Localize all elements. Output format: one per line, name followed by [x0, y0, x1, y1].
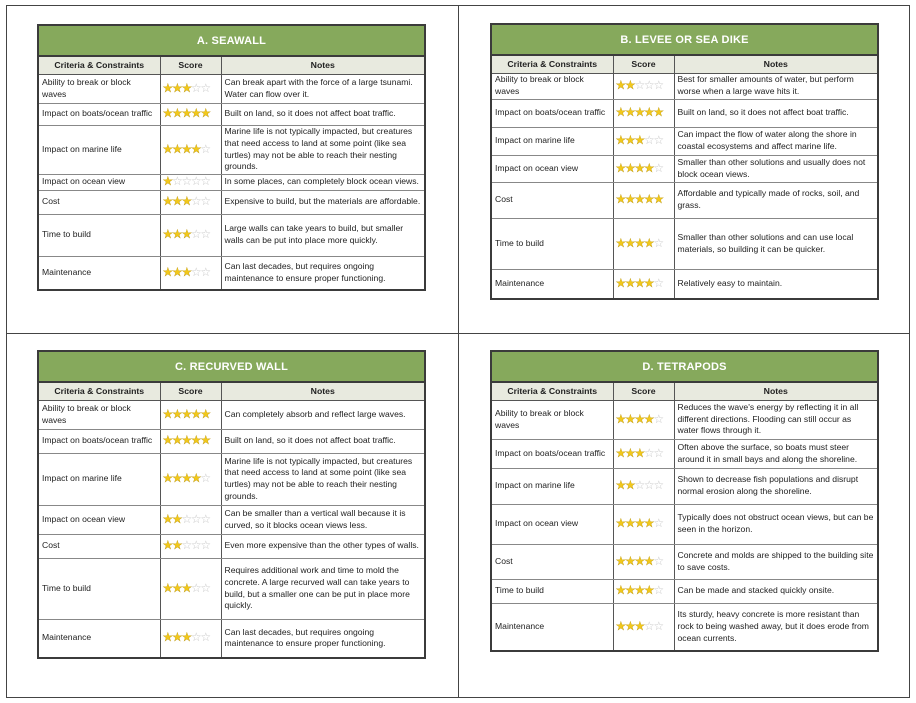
table-row [492, 579, 877, 603]
header-score: Score [613, 383, 674, 400]
star-filled-icon: ★ [624, 618, 635, 633]
notes-cell: Relatively easy to maintain. [677, 277, 783, 288]
notes-cell: Marine life is not typically impacted, but creatures that need access to land at some point (like sea turtles) may not be able to reach their nesting grounds. [221, 125, 424, 174]
criteria-cell: Cost [39, 534, 160, 558]
table-header-row [492, 56, 877, 73]
star-filled-icon: ★ [643, 553, 654, 568]
header-notes: Notes [674, 383, 877, 400]
star-filled-icon: ★ [171, 227, 182, 242]
star-filled-icon: ★ [171, 406, 182, 421]
notes-cell: Can last decades, but requires ongoing maintenance to ensure proper functioning. [224, 261, 386, 283]
table-row [39, 256, 424, 289]
notes-cell: Marine life is not typically impacted, but creatures that need access to land at some point (like sea turtles) may not be able to reach their nesting grounds. [221, 453, 424, 505]
star-filled-icon: ★ [190, 406, 201, 421]
star-empty-icon: ☆ [634, 78, 644, 93]
star-filled-icon: ★ [162, 80, 172, 95]
score-rating [160, 558, 221, 619]
score-rating [160, 190, 221, 214]
star-filled-icon: ★ [634, 553, 644, 568]
table-row [492, 468, 877, 504]
notes-cell: Typically does not obstruct ocean views, but can be seen in the horizon. [674, 504, 877, 544]
criteria-table [492, 56, 877, 298]
star-filled-icon: ★ [624, 133, 635, 148]
star-filled-icon: ★ [615, 411, 625, 426]
criteria-cell: Ability to break or block waves [492, 400, 613, 439]
star-empty-icon: ☆ [653, 235, 663, 250]
star-empty-icon: ☆ [643, 78, 654, 93]
score-rating [160, 103, 221, 125]
criteria-cell: Maintenance [39, 256, 160, 289]
notes-cell: Smaller than other solutions and usually does not block ocean views. [674, 155, 877, 182]
score-rating [160, 453, 221, 505]
panel-recurved-wall [37, 350, 426, 659]
table-row [39, 429, 424, 453]
star-filled-icon: ★ [181, 227, 191, 242]
table-header-row [39, 383, 424, 400]
table-row [39, 103, 424, 125]
table-row [39, 214, 424, 256]
star-filled-icon: ★ [615, 553, 625, 568]
star-filled-icon: ★ [615, 478, 625, 493]
star-empty-icon: ☆ [200, 538, 210, 553]
criteria-cell: Impact on boats/ocean traffic [39, 103, 160, 125]
table-row [492, 155, 877, 182]
table-row [492, 603, 877, 650]
criteria-table [492, 383, 877, 650]
star-empty-icon: ☆ [181, 511, 191, 526]
criteria-cell: Ability to break or block waves [39, 400, 160, 429]
star-empty-icon: ☆ [190, 174, 201, 189]
star-filled-icon: ★ [615, 133, 625, 148]
star-empty-icon: ☆ [653, 553, 663, 568]
criteria-cell: Impact on marine life [39, 453, 160, 505]
star-filled-icon: ★ [181, 406, 191, 421]
score-rating [160, 256, 221, 289]
star-filled-icon: ★ [162, 471, 172, 486]
star-filled-icon: ★ [171, 511, 182, 526]
star-filled-icon: ★ [171, 580, 182, 595]
notes-cell: Built on land, so it does not affect boat traffic. [221, 103, 424, 125]
notes-cell: Built on land, so it does not affect boat traffic. [221, 429, 424, 453]
star-filled-icon: ★ [200, 106, 210, 121]
star-empty-icon: ☆ [190, 580, 201, 595]
star-filled-icon: ★ [181, 194, 191, 209]
star-filled-icon: ★ [190, 471, 201, 486]
notes-cell: Built on land, so it does not affect boat traffic. [674, 99, 877, 127]
star-filled-icon: ★ [634, 133, 644, 148]
score-rating [160, 174, 221, 190]
star-empty-icon: ☆ [190, 227, 201, 242]
score-rating [613, 400, 674, 439]
vertical-divider [458, 5, 459, 698]
star-filled-icon: ★ [162, 538, 172, 553]
notes-cell: Best for smaller amounts of water, but perform worse when a large wave hits it. [674, 73, 877, 99]
score-rating [613, 127, 674, 155]
star-empty-icon: ☆ [190, 80, 201, 95]
star-filled-icon: ★ [615, 105, 625, 120]
star-filled-icon: ★ [624, 275, 635, 290]
panel-levee-sea-dike [490, 23, 879, 300]
table-row [39, 534, 424, 558]
score-rating [613, 504, 674, 544]
table-row [39, 400, 424, 429]
star-filled-icon: ★ [181, 141, 191, 156]
star-filled-icon: ★ [162, 406, 172, 421]
header-notes: Notes [221, 383, 424, 400]
table-row [39, 453, 424, 505]
star-filled-icon: ★ [624, 411, 635, 426]
star-filled-icon: ★ [624, 235, 635, 250]
header-criteria: Criteria & Constraints [492, 56, 613, 73]
panel-tetrapods [490, 350, 879, 652]
star-filled-icon: ★ [634, 516, 644, 531]
table-row [39, 125, 424, 174]
star-filled-icon: ★ [634, 445, 644, 460]
table-row [492, 218, 877, 269]
star-filled-icon: ★ [171, 264, 182, 279]
notes-cell: Shown to decrease fish populations and disrupt normal erosion along the shoreline. [674, 468, 877, 504]
star-filled-icon: ★ [615, 235, 625, 250]
score-rating [613, 269, 674, 298]
header-criteria: Criteria & Constraints [39, 57, 160, 74]
criteria-cell: Impact on marine life [492, 468, 613, 504]
panel-title: D. TETRAPODS [492, 352, 877, 383]
star-filled-icon: ★ [634, 160, 644, 175]
star-filled-icon: ★ [200, 433, 210, 448]
star-filled-icon: ★ [162, 630, 172, 645]
star-filled-icon: ★ [624, 583, 635, 598]
notes-cell: Can be smaller than a vertical wall because it is curved, so it blocks ocean views less. [221, 505, 424, 534]
notes-cell: Expensive to build, but the materials are affordable. [221, 190, 424, 214]
table-row [39, 619, 424, 657]
star-filled-icon: ★ [171, 106, 182, 121]
star-empty-icon: ☆ [653, 583, 663, 598]
star-filled-icon: ★ [643, 275, 654, 290]
star-empty-icon: ☆ [181, 174, 191, 189]
header-score: Score [160, 383, 221, 400]
score-rating [160, 429, 221, 453]
criteria-cell: Cost [39, 190, 160, 214]
star-filled-icon: ★ [634, 105, 644, 120]
star-empty-icon: ☆ [200, 580, 210, 595]
star-filled-icon: ★ [643, 105, 654, 120]
horizontal-divider [6, 333, 910, 334]
star-filled-icon: ★ [653, 105, 663, 120]
criteria-cell: Impact on marine life [39, 125, 160, 174]
star-filled-icon: ★ [181, 580, 191, 595]
star-filled-icon: ★ [624, 160, 635, 175]
criteria-cell: Impact on ocean view [39, 174, 160, 190]
criteria-cell: Cost [492, 182, 613, 218]
star-empty-icon: ☆ [653, 516, 663, 531]
star-empty-icon: ☆ [190, 538, 201, 553]
star-empty-icon: ☆ [190, 511, 201, 526]
table-row [39, 190, 424, 214]
star-filled-icon: ★ [634, 192, 644, 207]
notes-cell: In some places, can completely block ocean views. [221, 174, 424, 190]
star-empty-icon: ☆ [653, 618, 663, 633]
star-filled-icon: ★ [190, 141, 201, 156]
star-empty-icon: ☆ [653, 160, 663, 175]
table-header-row [39, 57, 424, 74]
star-filled-icon: ★ [643, 516, 654, 531]
star-filled-icon: ★ [624, 105, 635, 120]
star-filled-icon: ★ [162, 194, 172, 209]
star-filled-icon: ★ [643, 235, 654, 250]
score-rating [613, 468, 674, 504]
star-empty-icon: ☆ [200, 80, 210, 95]
star-filled-icon: ★ [181, 106, 191, 121]
score-rating [160, 534, 221, 558]
criteria-cell: Time to build [492, 579, 613, 603]
criteria-cell: Maintenance [492, 603, 613, 650]
score-rating [160, 505, 221, 534]
star-empty-icon: ☆ [200, 194, 210, 209]
star-empty-icon: ☆ [181, 538, 191, 553]
star-empty-icon: ☆ [653, 275, 663, 290]
header-notes: Notes [674, 56, 877, 73]
star-filled-icon: ★ [643, 583, 654, 598]
star-filled-icon: ★ [615, 78, 625, 93]
star-filled-icon: ★ [634, 411, 644, 426]
table-row [39, 74, 424, 103]
table-row [39, 174, 424, 190]
panel-title: C. RECURVED WALL [39, 352, 424, 383]
criteria-cell: Maintenance [39, 619, 160, 657]
table-row [492, 73, 877, 99]
score-rating [613, 99, 674, 127]
star-filled-icon: ★ [162, 580, 172, 595]
star-filled-icon: ★ [171, 194, 182, 209]
criteria-cell: Impact on boats/ocean traffic [492, 99, 613, 127]
star-filled-icon: ★ [171, 80, 182, 95]
score-rating [613, 155, 674, 182]
criteria-cell: Impact on ocean view [492, 155, 613, 182]
star-filled-icon: ★ [181, 471, 191, 486]
star-filled-icon: ★ [634, 275, 644, 290]
notes-cell: Even more expensive than the other types of walls. [221, 534, 424, 558]
star-empty-icon: ☆ [200, 471, 210, 486]
notes-cell: Reduces the wave's energy by reflecting it in all different directions. Flooding can still occur as water flows through it. [674, 400, 877, 439]
star-filled-icon: ★ [181, 264, 191, 279]
star-empty-icon: ☆ [643, 478, 654, 493]
star-filled-icon: ★ [181, 630, 191, 645]
star-filled-icon: ★ [171, 141, 182, 156]
star-filled-icon: ★ [624, 516, 635, 531]
star-filled-icon: ★ [162, 264, 172, 279]
notes-cell: Often above the surface, so boats must steer around it in small bays and along the shoreline. [674, 439, 877, 468]
table-row [492, 182, 877, 218]
star-filled-icon: ★ [162, 433, 172, 448]
notes-cell: Large walls can take years to build, but smaller walls can be put into place more quickly. [221, 214, 424, 256]
criteria-table [39, 57, 424, 289]
criteria-cell: Impact on ocean view [39, 505, 160, 534]
score-rating [160, 125, 221, 174]
notes-cell: Can be made and stacked quickly onsite. [674, 579, 877, 603]
score-rating [613, 544, 674, 579]
header-criteria: Criteria & Constraints [39, 383, 160, 400]
table-header-row [492, 383, 877, 400]
star-empty-icon: ☆ [200, 511, 210, 526]
panel-title: B. LEVEE OR SEA DIKE [492, 25, 877, 56]
star-empty-icon: ☆ [643, 445, 654, 460]
star-filled-icon: ★ [615, 618, 625, 633]
star-empty-icon: ☆ [190, 264, 201, 279]
star-empty-icon: ☆ [634, 478, 644, 493]
star-filled-icon: ★ [162, 141, 172, 156]
star-filled-icon: ★ [615, 583, 625, 598]
star-filled-icon: ★ [624, 192, 635, 207]
header-score: Score [613, 56, 674, 73]
criteria-cell: Cost [492, 544, 613, 579]
star-filled-icon: ★ [171, 471, 182, 486]
criteria-table [39, 383, 424, 657]
header-score: Score [160, 57, 221, 74]
star-filled-icon: ★ [615, 275, 625, 290]
table-row [492, 504, 877, 544]
star-filled-icon: ★ [181, 433, 191, 448]
score-rating [160, 400, 221, 429]
star-filled-icon: ★ [643, 192, 654, 207]
star-empty-icon: ☆ [653, 445, 663, 460]
score-rating [160, 74, 221, 103]
notes-cell: Can break apart with the force of a large tsunami. Water can flow over it. [221, 74, 424, 103]
star-filled-icon: ★ [624, 553, 635, 568]
table-row [39, 505, 424, 534]
star-filled-icon: ★ [634, 583, 644, 598]
star-empty-icon: ☆ [643, 618, 654, 633]
star-filled-icon: ★ [171, 433, 182, 448]
notes-cell: Can completely absorb and reflect large waves. [221, 400, 424, 429]
star-empty-icon: ☆ [653, 411, 663, 426]
criteria-cell: Impact on ocean view [492, 504, 613, 544]
table-row [492, 269, 877, 298]
score-rating [613, 218, 674, 269]
star-filled-icon: ★ [162, 227, 172, 242]
panel-seawall [37, 24, 426, 291]
criteria-cell: Ability to break or block waves [492, 73, 613, 99]
star-filled-icon: ★ [624, 78, 635, 93]
criteria-cell: Time to build [492, 218, 613, 269]
criteria-cell: Impact on boats/ocean traffic [492, 439, 613, 468]
table-row [492, 439, 877, 468]
score-rating [613, 182, 674, 218]
table-row [39, 558, 424, 619]
score-rating [160, 619, 221, 657]
star-empty-icon: ☆ [190, 194, 201, 209]
star-filled-icon: ★ [615, 516, 625, 531]
star-filled-icon: ★ [162, 174, 172, 189]
star-empty-icon: ☆ [190, 630, 201, 645]
star-empty-icon: ☆ [643, 133, 654, 148]
notes-cell: Its sturdy, heavy concrete is more resistant than rock to being washed away, but it does erode from ocean currents. [677, 609, 869, 643]
star-filled-icon: ★ [171, 630, 182, 645]
star-filled-icon: ★ [624, 445, 635, 460]
star-empty-icon: ☆ [653, 78, 663, 93]
table-row [492, 544, 877, 579]
star-empty-icon: ☆ [200, 630, 210, 645]
score-rating [613, 439, 674, 468]
star-filled-icon: ★ [190, 433, 201, 448]
star-empty-icon: ☆ [200, 264, 210, 279]
star-filled-icon: ★ [181, 80, 191, 95]
criteria-cell: Time to build [39, 558, 160, 619]
score-rating [613, 579, 674, 603]
criteria-cell: Impact on boats/ocean traffic [39, 429, 160, 453]
star-filled-icon: ★ [634, 618, 644, 633]
notes-cell: Requires additional work and time to mold the concrete. A large recurved wall can take years to build, but a smaller one can be put in place more quickly. [221, 558, 424, 619]
notes-cell: Concrete and molds are shipped to the building site to save costs. [674, 544, 877, 579]
table-row [492, 99, 877, 127]
notes-cell: Can last decades, but requires ongoing maintenance to ensure proper functioning. [224, 626, 386, 649]
star-filled-icon: ★ [615, 160, 625, 175]
star-filled-icon: ★ [162, 511, 172, 526]
notes-cell: Can impact the flow of water along the shore in coastal ecosystems and affect marine life. [674, 127, 877, 155]
criteria-cell: Impact on marine life [492, 127, 613, 155]
star-filled-icon: ★ [653, 192, 663, 207]
star-filled-icon: ★ [615, 445, 625, 460]
panel-title: A. SEAWALL [39, 26, 424, 57]
star-empty-icon: ☆ [200, 141, 210, 156]
star-empty-icon: ☆ [200, 227, 210, 242]
star-filled-icon: ★ [615, 192, 625, 207]
star-empty-icon: ☆ [200, 174, 210, 189]
star-empty-icon: ☆ [653, 478, 663, 493]
header-criteria: Criteria & Constraints [492, 383, 613, 400]
criteria-cell: Time to build [39, 214, 160, 256]
score-rating [613, 73, 674, 99]
score-rating [613, 603, 674, 650]
star-empty-icon: ☆ [171, 174, 182, 189]
score-rating [160, 214, 221, 256]
star-filled-icon: ★ [624, 478, 635, 493]
criteria-cell: Ability to break or block waves [39, 74, 160, 103]
star-empty-icon: ☆ [653, 133, 663, 148]
star-filled-icon: ★ [634, 235, 644, 250]
star-filled-icon: ★ [643, 160, 654, 175]
star-filled-icon: ★ [171, 538, 182, 553]
table-row [492, 400, 877, 439]
star-filled-icon: ★ [190, 106, 201, 121]
notes-cell: Affordable and typically made of rocks, soil, and grass. [674, 182, 877, 218]
star-filled-icon: ★ [643, 411, 654, 426]
notes-cell: Smaller than other solutions and can use local materials, so building it can be quicker. [674, 218, 877, 269]
header-notes: Notes [221, 57, 424, 74]
criteria-cell: Maintenance [492, 269, 613, 298]
star-filled-icon: ★ [200, 406, 210, 421]
star-filled-icon: ★ [162, 106, 172, 121]
table-row [492, 127, 877, 155]
